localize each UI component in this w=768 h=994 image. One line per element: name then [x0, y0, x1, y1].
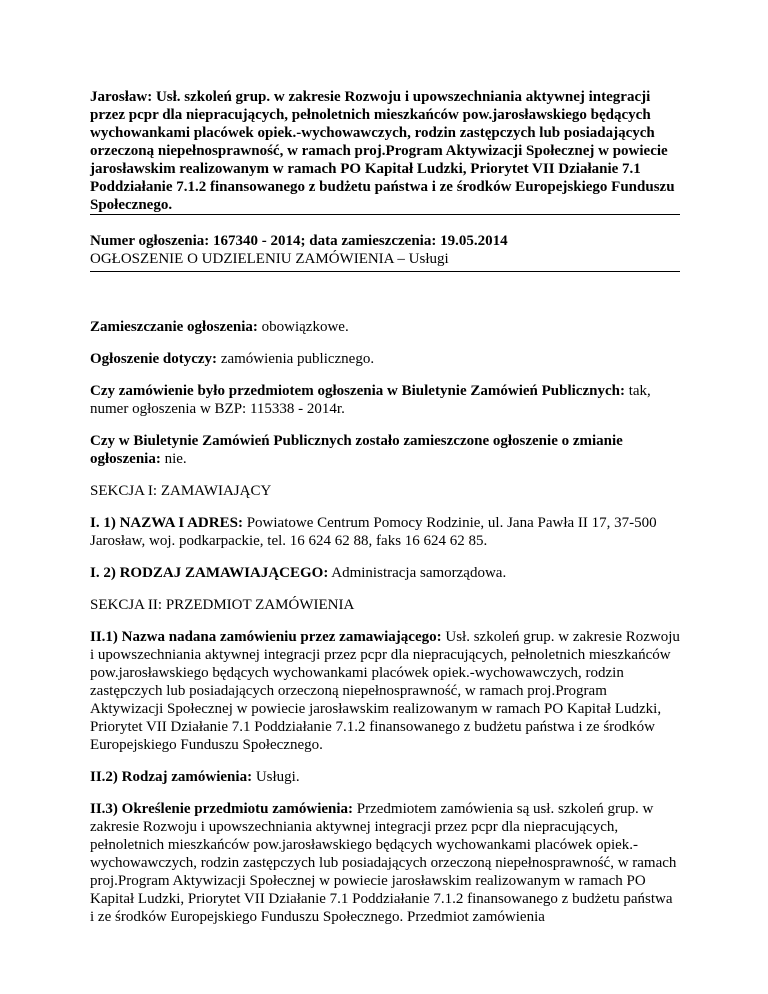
field-value: Usługi.: [252, 769, 300, 785]
field-label: Czy zamówienie było przedmiotem ogłoszenia w Biuletynie Zamówień Publicznych:: [90, 383, 625, 399]
field-label: Zamieszczanie ogłoszenia:: [90, 319, 258, 335]
field-bzp: [90, 382, 680, 418]
notice-number: Numer ogłoszenia: 167340 - 2014; data zamieszczenia: 19.05.2014: [90, 233, 508, 249]
notice-type: OGŁOSZENIE O UDZIELENIU ZAMÓWIENIA – Usługi: [90, 251, 449, 267]
document-title: Jarosław: Usł. szkoleń grup. w zakresie Rozwoju i upowszechniania aktywnej integracji przez pcpr dla niepracujących, pełnoletnich mieszkańców pow.jarosławskiego będących wychowankami placówek opiek.-wychowawczych, rodzin zastępczych lub posiadających orzeczoną niepełnosprawność, w ramach proj.Program Aktywizacji Społecznej w powiecie jarosławskim realizowanym w ramach PO Kapitał Ludzki, Priorytet VII Działanie 7.1 Poddziałanie 7.1.2 finansowanego z budżetu państwa i ze środków Europejskiego Funduszu Społecznego.: [90, 89, 675, 213]
field-order-kind: [90, 768, 680, 786]
notice-header: [90, 232, 680, 268]
field-label: Czy w Biuletynie Zamówień Publicznych zostało zamieszczone ogłoszenie o zmianie ogłoszenia:: [90, 433, 623, 467]
field-label: Ogłoszenie dotyczy:: [90, 351, 218, 367]
field-label: II.1) Nazwa nadana zamówieniu przez zamawiającego:: [90, 629, 442, 645]
field-value: Powiatowe Centrum Pomocy Rodzinie, ul. Jana Pawła II 17, 37-500 Jarosław, woj. podkarpackie, tel. 16 624 62 88, faks 16 624 62 85.: [90, 515, 657, 549]
document-body: [90, 318, 680, 940]
field-value: nie.: [160, 451, 187, 467]
field-label: II.3) Określenie przedmiotu zamówienia:: [90, 801, 354, 817]
field-value: Administracja samorządowa.: [328, 565, 507, 581]
field-name-address: [90, 514, 680, 550]
field-value: obowiązkowe.: [257, 319, 349, 335]
field-order-name: [90, 628, 680, 754]
field-concerns: [90, 350, 680, 368]
field-posting: [90, 318, 680, 336]
title-divider: [90, 214, 680, 215]
field-contracting-type: [90, 564, 680, 582]
field-value: Usł. szkoleń grup. w zakresie Rozwoju i upowszechniania aktywnej integracji przez pcpr dla niepracujących, pełnoletnich mieszkańców pow.jarosławskiego będących wychowankami placówek opiek.-wychowawczych, rodzin zastępczych lub posiadających orzeczoną niepełnosprawność, w ramach proj.Program Aktywizacji Społecznej w powiecie jarosławskim realizowanym w ramach PO Kapitał Ludzki, Priorytet VII Działanie 7.1 Poddziałanie 7.1.2 finansowanego z budżetu państwa i ze środków Europejskiego Funduszu Społecznego.: [90, 629, 680, 753]
field-change: [90, 432, 680, 468]
section-heading-2: SEKCJA II: PRZEDMIOT ZAMÓWIENIA: [90, 597, 355, 613]
field-value: zamówienia publicznego.: [217, 351, 375, 367]
field-value: tak, numer ogłoszenia w BZP: 115338 - 2014r.: [90, 383, 651, 417]
section-heading-1: SEKCJA I: ZAMAWIAJĄCY: [90, 483, 272, 499]
field-label: II.2) Rodzaj zamówienia:: [90, 769, 253, 785]
field-value: Przedmiotem zamówienia są usł. szkoleń grup. w zakresie Rozwoju i upowszechniania aktywnej integracji przez pcpr dla niepracujących, pełnoletnich mieszkańców pow.jarosławskiego będących wychowankami placówek opiek.-wychowawczych, rodzin zastępczych lub posiadających orzeczoną niepełnosprawność, w ramach proj.Program Aktywizacji Społecznej w powiecie jarosławskim realizowanym w ramach PO Kapitał Ludzki, Priorytet VII Działanie 7.1 Poddziałanie 7.1.2 finansowanego z budżetu państwa i ze środków Europejskiego Funduszu Społecznego. Przedmiot zamówienia: [90, 801, 677, 925]
field-order-subject: [90, 800, 680, 926]
field-label: I. 2) RODZAJ ZAMAWIAJĄCEGO:: [90, 565, 329, 581]
notice-divider: [90, 271, 680, 272]
field-label: I. 1) NAZWA I ADRES:: [90, 515, 243, 531]
